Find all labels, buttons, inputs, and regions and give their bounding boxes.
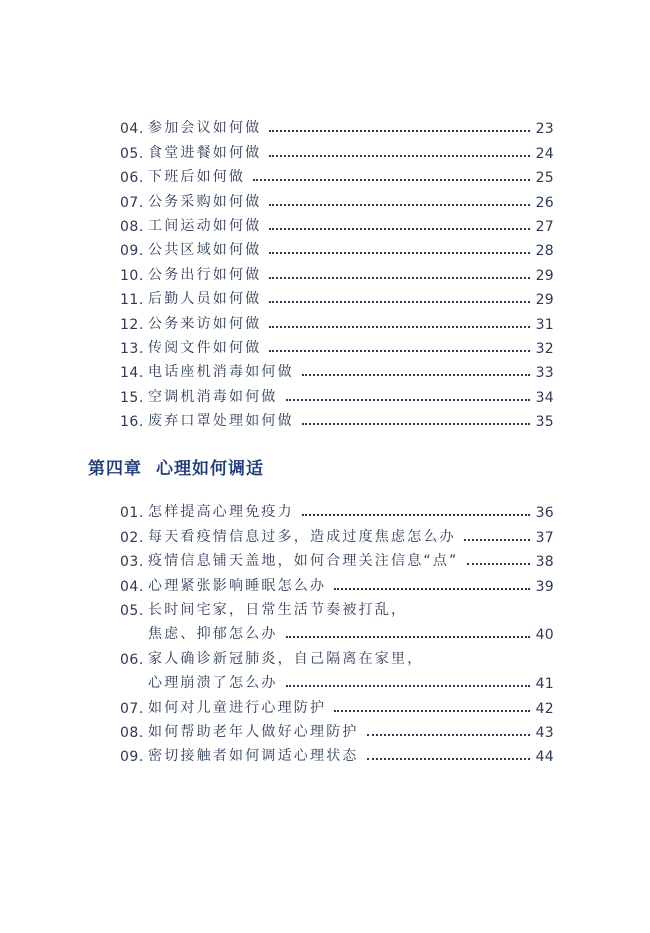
entry-number: 15. <box>120 389 144 406</box>
entry-number: 08. <box>120 724 144 741</box>
toc-entry[interactable] <box>120 211 554 235</box>
dot-leader <box>269 204 529 206</box>
toc-list-section-4 <box>120 497 554 765</box>
dot-leader <box>269 155 529 157</box>
entry-page: 31 <box>535 316 554 333</box>
dot-leader <box>269 228 529 230</box>
entry-title: 家人确诊新冠肺炎，自己隔离在家里， <box>148 650 424 667</box>
entry-page: 39 <box>535 578 554 595</box>
entry-page: 43 <box>535 724 554 741</box>
dot-leader <box>253 179 529 181</box>
entry-number: 03. <box>120 554 144 571</box>
entry-page: 44 <box>535 749 554 766</box>
chapter-title: 心理如何调适 <box>156 459 264 479</box>
dot-leader <box>269 301 529 303</box>
dot-leader <box>286 636 530 638</box>
toc-entry[interactable] <box>120 308 554 332</box>
entry-number: 02. <box>120 529 144 546</box>
entry-title: 如何对儿童进行心理防护 <box>148 699 327 716</box>
entry-title: 传阅文件如何做 <box>148 339 262 356</box>
toc-entry[interactable] <box>120 595 554 644</box>
entry-number: 04. <box>120 121 144 138</box>
entry-page: 38 <box>535 554 554 571</box>
entry-title: 公务来访如何做 <box>148 315 262 332</box>
dot-leader <box>464 539 530 541</box>
dot-leader <box>334 710 529 712</box>
entry-page: 27 <box>535 218 554 235</box>
dot-leader <box>302 374 530 376</box>
entry-page: 37 <box>535 529 554 546</box>
toc-entry[interactable] <box>120 186 554 210</box>
entry-number: 07. <box>120 700 144 717</box>
toc-entry[interactable] <box>120 406 554 430</box>
dot-leader <box>302 514 530 516</box>
entry-number: 05. <box>120 145 144 162</box>
entry-page: 29 <box>535 292 554 309</box>
dot-leader <box>269 326 529 328</box>
entry-title: 疫情信息铺天盖地，如何合理关注信息“点” <box>148 553 459 570</box>
chapter-number: 第四章 <box>88 459 142 479</box>
entry-page: 41 <box>535 676 554 693</box>
entry-number: 09. <box>120 243 144 260</box>
entry-title: 公共区域如何做 <box>148 242 262 259</box>
entry-title: 工间运动如何做 <box>148 217 262 234</box>
entry-title: 食堂进餐如何做 <box>148 144 262 161</box>
toc-entry[interactable] <box>120 546 554 570</box>
dot-leader <box>286 399 530 401</box>
entry-page: 34 <box>535 389 554 406</box>
entry-page: 24 <box>535 145 554 162</box>
entry-number: 05. <box>120 602 144 619</box>
entry-title: 电话座机消毒如何做 <box>148 364 294 381</box>
toc-entry[interactable] <box>120 497 554 521</box>
entry-title: 每天看疫情信息过多，造成过度焦虑怎么办 <box>148 528 456 545</box>
entry-page: 26 <box>535 194 554 211</box>
entry-page: 28 <box>535 243 554 260</box>
dot-leader <box>286 685 530 687</box>
toc-list-section-3 <box>120 113 554 430</box>
entry-number: 14. <box>120 365 144 382</box>
entry-number: 06. <box>120 651 144 668</box>
entry-page: 25 <box>535 170 554 187</box>
entry-title: 下班后如何做 <box>148 169 246 186</box>
toc-entry[interactable] <box>120 692 554 716</box>
entry-page: 42 <box>535 700 554 717</box>
entry-page: 23 <box>535 121 554 138</box>
entry-page: 32 <box>535 340 554 357</box>
toc-entry[interactable] <box>120 717 554 741</box>
toc-entry[interactable] <box>120 284 554 308</box>
entry-page: 36 <box>535 505 554 522</box>
chapter-heading <box>88 454 264 479</box>
entry-page: 29 <box>535 267 554 284</box>
entry-title: 如何帮助老年人做好心理防护 <box>148 723 359 740</box>
entry-page: 35 <box>535 414 554 431</box>
dot-leader <box>269 252 529 254</box>
dot-leader <box>367 734 530 736</box>
entry-page: 40 <box>535 627 554 644</box>
toc-entry[interactable] <box>120 357 554 381</box>
entry-number: 10. <box>120 267 144 284</box>
entry-number: 11. <box>120 292 144 309</box>
toc-entry[interactable] <box>120 643 554 692</box>
toc-entry[interactable] <box>120 741 554 765</box>
entry-title: 废弃口罩处理如何做 <box>148 413 294 430</box>
entry-title: 公务出行如何做 <box>148 266 262 283</box>
toc-entry[interactable] <box>120 381 554 405</box>
entry-number: 12. <box>120 316 144 333</box>
entry-number: 01. <box>120 505 144 522</box>
dot-leader <box>367 758 530 760</box>
toc-entry[interactable] <box>120 235 554 259</box>
entry-number: 04. <box>120 578 144 595</box>
entry-number: 09. <box>120 749 144 766</box>
dot-leader <box>269 277 529 279</box>
toc-entry[interactable] <box>120 113 554 137</box>
dot-leader <box>269 130 529 132</box>
entry-number: 07. <box>120 194 144 211</box>
toc-entry[interactable] <box>120 162 554 186</box>
entry-title: 心理紧张影响睡眠怎么办 <box>148 577 327 594</box>
entry-title: 密切接触者如何调适心理状态 <box>148 748 359 765</box>
entry-title: 长时间宅家，日常生活节奏被打乱， <box>148 601 408 618</box>
entry-number: 13. <box>120 340 144 357</box>
toc-entry[interactable] <box>120 137 554 161</box>
toc-entry[interactable] <box>120 570 554 594</box>
dot-leader <box>467 563 530 565</box>
toc-entry[interactable] <box>120 333 554 357</box>
entry-number: 08. <box>120 218 144 235</box>
entry-title: 参加会议如何做 <box>148 120 262 137</box>
entry-number: 16. <box>120 414 144 431</box>
entry-title: 公务采购如何做 <box>148 193 262 210</box>
entry-page: 33 <box>535 365 554 382</box>
entry-title: 空调机消毒如何做 <box>148 388 278 405</box>
entry-title: 怎样提高心理免疫力 <box>148 504 294 521</box>
entry-number: 06. <box>120 170 144 187</box>
toc-entry[interactable] <box>120 259 554 283</box>
entry-title: 后勤人员如何做 <box>148 291 262 308</box>
dot-leader <box>269 350 529 352</box>
dot-leader <box>302 423 530 425</box>
toc-entry[interactable] <box>120 521 554 545</box>
entry-title-continued: 心理崩溃了怎么办 <box>148 675 278 692</box>
entry-title-continued: 焦虑、抑郁怎么办 <box>148 626 278 643</box>
dot-leader <box>334 588 529 590</box>
